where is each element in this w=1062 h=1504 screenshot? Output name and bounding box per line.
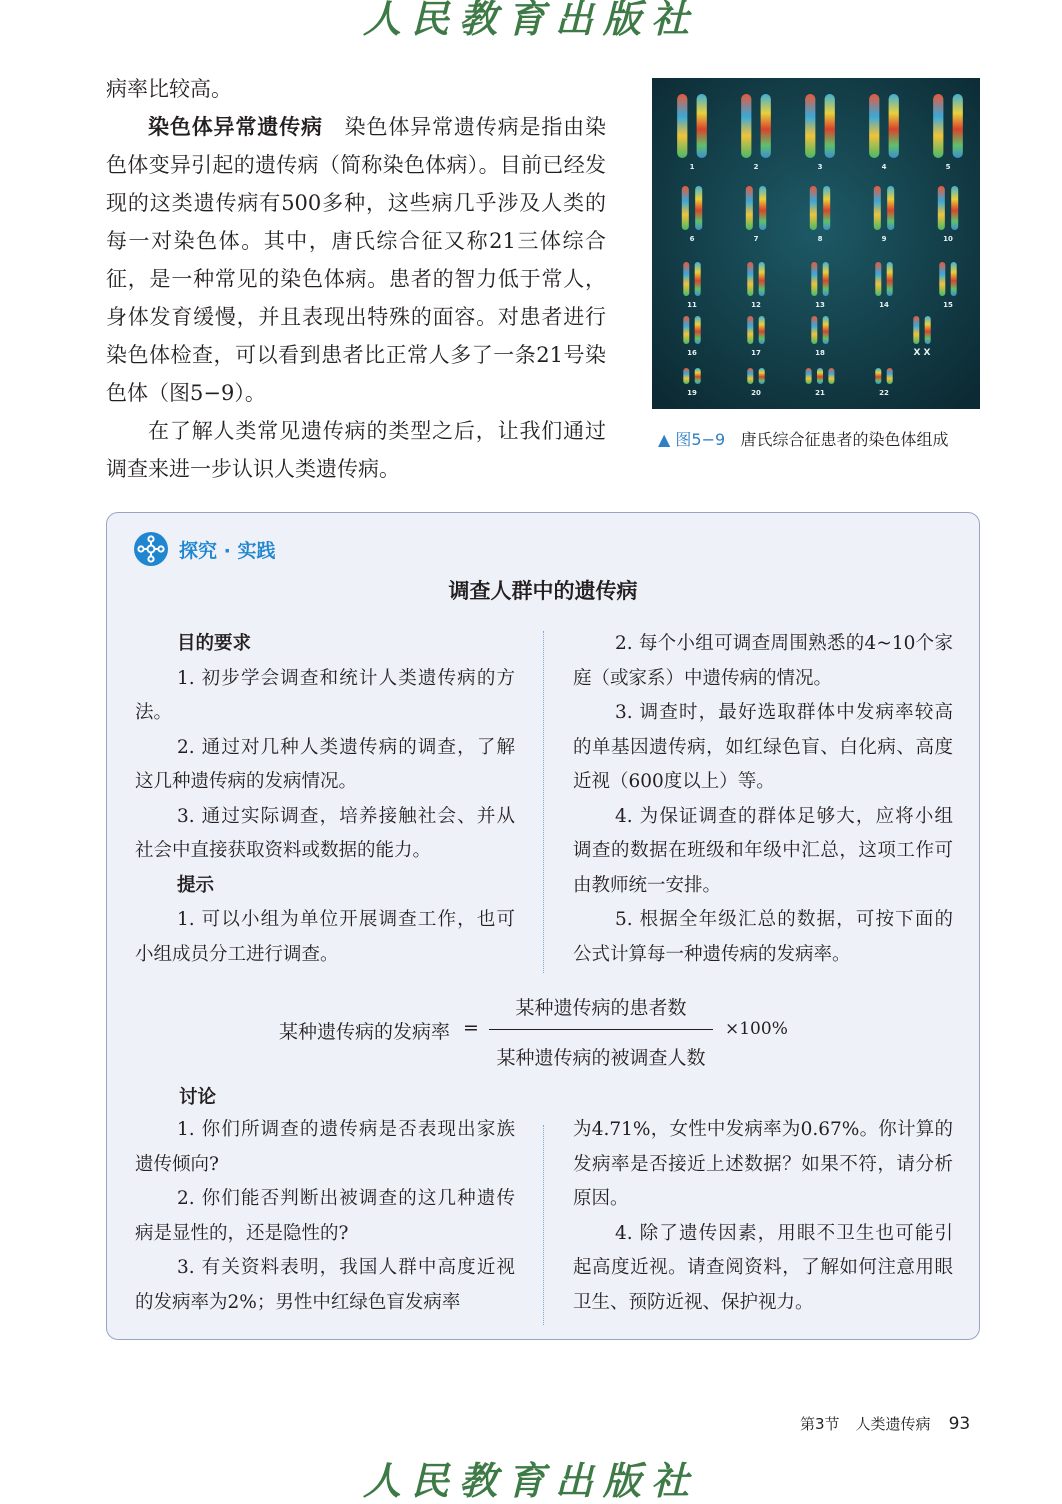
chromosome bbox=[759, 316, 765, 344]
chromosome bbox=[951, 262, 957, 296]
chromosome bbox=[759, 262, 765, 296]
formula-numerator: 某种遗传病的患者数 bbox=[515, 997, 687, 1019]
chromosome-label: 8 bbox=[817, 235, 823, 243]
chromosome-label: 5 bbox=[945, 163, 951, 171]
chromosome-label: 13 bbox=[815, 301, 825, 309]
chromosome-label: X X bbox=[913, 348, 931, 358]
chromosome bbox=[823, 316, 829, 344]
chromosome bbox=[747, 368, 753, 384]
chromosome-label: 20 bbox=[751, 389, 761, 397]
hint-item-4: 4. 为保证调查的群体足够大，应将小组调查的数据在班级和年级中汇总，这项工作可由教师统一安排。 bbox=[573, 805, 953, 896]
discussion-item-2: 2. 你们能否判断出被调查的这几种遗传病是显性的，还是隐性的? bbox=[135, 1188, 515, 1244]
hint-item-3: 3. 调查时，最好选取群体中发病率较高的单基因遗传病，如红绿色盲、白化病、高度近视（600度以上）等。 bbox=[573, 702, 953, 792]
hint-item-5: 5. 根据全年级汇总的数据，可按下面的公式计算每一种遗传病的发病率。 bbox=[573, 909, 953, 965]
figure-caption bbox=[658, 427, 988, 450]
chromosome bbox=[933, 94, 943, 158]
chromosome-label: 1 bbox=[689, 163, 695, 171]
molecule-icon bbox=[133, 531, 169, 567]
chromosome bbox=[695, 186, 702, 230]
chromosome-label: 15 bbox=[943, 301, 953, 309]
box-title: 调查人群中的遗传病 bbox=[448, 579, 638, 603]
chromosome bbox=[746, 186, 753, 230]
chromosome bbox=[823, 186, 830, 230]
chromosome-label: 16 bbox=[687, 349, 697, 357]
body-text bbox=[106, 70, 606, 488]
chromosome bbox=[741, 94, 751, 158]
chromosome bbox=[887, 368, 893, 384]
chromosome bbox=[828, 368, 834, 384]
formula-equals: = bbox=[463, 1017, 479, 1039]
chromosome bbox=[761, 94, 771, 158]
chromosome bbox=[806, 368, 812, 384]
chromosome-label: 22 bbox=[879, 389, 889, 397]
chromosome-label: 7 bbox=[753, 235, 759, 243]
chromosome bbox=[823, 262, 829, 296]
chromosome bbox=[759, 186, 766, 230]
chromosome-label: 21 bbox=[815, 389, 825, 397]
chromosome bbox=[695, 316, 701, 344]
chromosome bbox=[747, 262, 753, 296]
box-header bbox=[133, 531, 275, 567]
right-column-top bbox=[573, 627, 953, 972]
chromosome bbox=[683, 368, 689, 384]
discussion-item-4: 4. 除了遗传因素，用眼不卫生也可能引起高度近视。请查阅资料，了解如何注意用眼卫生、预防近视、保护视力。 bbox=[573, 1222, 953, 1313]
purpose-item-3: 3. 通过实际调查，培养接触社会、并从社会中直接获取资料或数据的能力。 bbox=[135, 805, 515, 861]
publisher-watermark-top: 人民教育出版社 bbox=[362, 0, 699, 41]
chromosome-label: 2 bbox=[753, 163, 759, 171]
chromosome-label: 18 bbox=[815, 349, 825, 357]
discussion-heading: 讨论 bbox=[179, 1087, 217, 1108]
right-column-bottom bbox=[573, 1113, 953, 1320]
footer-section-title: 人类遗传病 bbox=[855, 1415, 931, 1433]
formula-multiplier: ×100% bbox=[725, 1019, 788, 1039]
body-paragraph-1-text: 染色体异常遗传病是指由染色体变异引起的遗传病（简称染色体病）。目前已经发现的这类遗传病有500多种，这些病几乎涉及人类的每一对染色体。其中，唐氏综合征又称21三体综合征，是一种常见的染色体病。患者的智力低于常人，身体发育缓慢，并且表现出特殊的面容。对患者进行染色体检查，可以看到患者比正常人多了一条21号染色体（图5−9）。 bbox=[106, 115, 607, 405]
page-footer bbox=[800, 1413, 970, 1434]
chromosome bbox=[677, 94, 687, 158]
publisher-watermark-bottom: 人民教育出版社 bbox=[362, 1458, 699, 1503]
chromosome bbox=[938, 186, 945, 230]
chromosome bbox=[939, 262, 945, 296]
formula-lhs: 某种遗传病的发病率 bbox=[279, 1021, 451, 1043]
chromosome bbox=[887, 186, 894, 230]
chromosome bbox=[695, 262, 701, 296]
chromosome bbox=[759, 368, 765, 384]
body-line-0: 病率比较高。 bbox=[106, 77, 232, 101]
body-paragraph-2: 在了解人类常见遗传病的类型之后，让我们通过调查来进一步认识人类遗传病。 bbox=[106, 419, 606, 481]
chromosome bbox=[747, 316, 753, 344]
caption-marker: ▲ bbox=[658, 430, 671, 449]
purpose-heading: 目的要求 bbox=[177, 633, 252, 654]
chromosome bbox=[925, 316, 931, 344]
box-header-label: 探究 · 实践 bbox=[179, 539, 276, 562]
karyotype-image bbox=[652, 78, 980, 409]
chromosome bbox=[953, 94, 963, 158]
chromosome bbox=[695, 368, 701, 384]
chromosome bbox=[697, 94, 707, 158]
formula-denominator: 某种遗传病的被调查人数 bbox=[496, 1047, 706, 1069]
chromosome-label: 17 bbox=[751, 349, 761, 357]
discussion-item-1: 1. 你们所调查的遗传病是否表现出家族遗传倾向? bbox=[135, 1119, 515, 1175]
body-paragraph-1 bbox=[106, 108, 606, 412]
chromosome bbox=[874, 186, 881, 230]
purpose-item-1: 1. 初步学会调查和统计人类遗传病的方法。 bbox=[135, 667, 515, 723]
chromosome bbox=[810, 186, 817, 230]
discussion-item-3: 3. 有关资料表明，我国人群中高度近视的发病率为2%；男性中红绿色盲发病率 bbox=[135, 1257, 515, 1313]
purpose-item-2: 2. 通过对几种人类遗传病的调查，了解这几种遗传病的发病情况。 bbox=[135, 736, 515, 792]
chromosome bbox=[825, 94, 835, 158]
column-divider-bottom bbox=[543, 1125, 544, 1325]
chromosome bbox=[683, 262, 689, 296]
chromosome-label: 9 bbox=[881, 235, 887, 243]
chromosome bbox=[682, 186, 689, 230]
karyotype-figure bbox=[652, 78, 980, 409]
caption-text: 唐氏综合征患者的染色体组成 bbox=[740, 430, 949, 449]
chromosome bbox=[811, 262, 817, 296]
chromosome-label: 12 bbox=[751, 301, 761, 309]
chromosome-label: 4 bbox=[881, 163, 887, 171]
formula-fraction-bar bbox=[489, 1029, 713, 1030]
chromosome bbox=[805, 94, 815, 158]
chromosome bbox=[875, 262, 881, 296]
hint-heading: 提示 bbox=[177, 874, 215, 896]
chromosome-label: 14 bbox=[879, 301, 889, 309]
left-column-bottom bbox=[135, 1113, 515, 1320]
chromosome bbox=[683, 316, 689, 344]
chromosome bbox=[951, 186, 958, 230]
chromosome-label: 3 bbox=[817, 163, 823, 171]
chromosome bbox=[887, 262, 893, 296]
discussion-item-3-continued: 为4.71%，女性中发病率为0.67%。你计算的发病率是否接近上述数据？如果不符，请分析原因。 bbox=[573, 1119, 953, 1209]
chromosome bbox=[869, 94, 879, 158]
chromosome-label: 10 bbox=[943, 235, 953, 243]
chromosome bbox=[913, 316, 919, 344]
chromosome-label: 11 bbox=[687, 301, 697, 309]
hint-item-1: 1. 可以小组为单位开展调查工作，也可小组成员分工进行调查。 bbox=[135, 909, 515, 965]
page-number: 93 bbox=[948, 1414, 971, 1434]
chromosome bbox=[875, 368, 881, 384]
column-divider-top bbox=[543, 631, 544, 973]
chromosome bbox=[811, 316, 817, 344]
left-column-top bbox=[135, 627, 515, 972]
inquiry-practice-box bbox=[106, 512, 980, 1340]
footer-section: 第3节 bbox=[800, 1415, 840, 1433]
chromosome-label: 6 bbox=[689, 235, 695, 243]
term-chromosome-disorder: 染色体异常遗传病 bbox=[148, 115, 323, 139]
chromosome bbox=[889, 94, 899, 158]
chromosome bbox=[817, 368, 823, 384]
caption-number: 图5−9 bbox=[675, 430, 726, 449]
chromosome-label: 19 bbox=[687, 389, 697, 397]
hint-item-2: 2. 每个小组可调查周围熟悉的4~10个家庭（或家系）中遗传病的情况。 bbox=[573, 633, 953, 689]
